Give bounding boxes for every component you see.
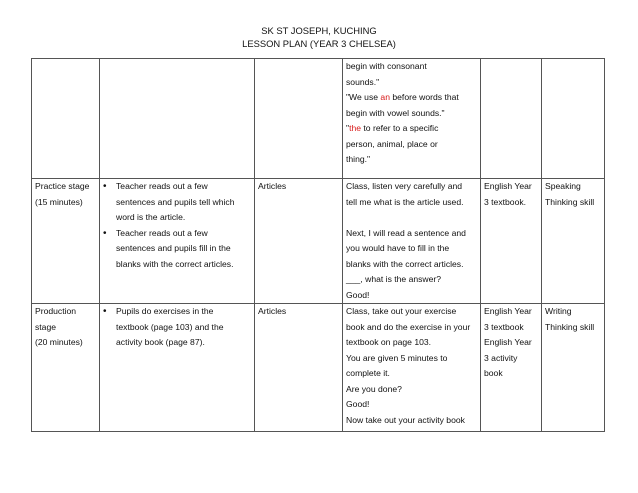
activity-line: textbook on page 103. bbox=[346, 337, 432, 347]
activity-line: blanks with the correct articles. bbox=[346, 258, 464, 269]
step-item: • Teacher reads out a few sentences and pupils tell which word is the article. bbox=[116, 179, 251, 226]
activity-line: Class, take out your exercise bbox=[346, 306, 457, 316]
activities-cell bbox=[343, 59, 481, 179]
article-an: an bbox=[380, 92, 390, 102]
activity-line: Good! bbox=[346, 399, 370, 409]
activity-line: begin with vowel sounds." bbox=[346, 107, 445, 118]
lesson-plan-table bbox=[31, 58, 605, 432]
content-cell: Articles bbox=[255, 304, 343, 432]
steps-cell bbox=[100, 304, 255, 432]
activities-cell bbox=[343, 179, 481, 304]
step-item: • Pupils do exercises in the textbook (page 103) and the activity book (page 87). bbox=[116, 304, 251, 351]
activity-line: Now take out your activity book bbox=[346, 414, 465, 425]
stage-cell bbox=[32, 304, 100, 432]
stage-duration: (15 minutes) bbox=[35, 196, 83, 207]
stage-name: Practice stage bbox=[35, 181, 90, 191]
activity-line: you would have to fill in the bbox=[346, 243, 450, 253]
activity-line: "the to refer to a specific bbox=[346, 123, 439, 133]
activities-cell bbox=[343, 304, 481, 432]
activity-line: Are you done? bbox=[346, 383, 402, 394]
activity-line: sounds." bbox=[346, 76, 380, 87]
stage-cell bbox=[32, 179, 100, 304]
stage-duration: (20 minutes) bbox=[35, 337, 83, 347]
stage-name: stage bbox=[35, 321, 57, 332]
resources-cell: English Year 3 textbook. bbox=[481, 179, 542, 304]
table-row-production bbox=[32, 304, 605, 432]
activity-line: Next, I will read a sentence and bbox=[346, 227, 466, 238]
activity-line: book and do the exercise in your bbox=[346, 321, 471, 332]
content-cell bbox=[255, 59, 343, 179]
steps-cell bbox=[100, 179, 255, 304]
skills-cell: Writing Thinking skill bbox=[542, 304, 605, 432]
activity-line: complete it. bbox=[346, 368, 390, 378]
steps-cell bbox=[100, 59, 255, 179]
resources-cell bbox=[481, 59, 542, 179]
skills-cell: Speaking Thinking skill bbox=[542, 179, 605, 304]
lesson-plan-heading: LESSON PLAN (YEAR 3 CHELSEA) bbox=[242, 38, 396, 49]
step-item: • Teacher reads out a few sentences and pupils fill in the blanks with the correct articles. bbox=[116, 226, 251, 273]
content-cell: Articles bbox=[255, 179, 343, 304]
stage-name: Production bbox=[35, 306, 77, 316]
school-name-heading: SK ST JOSEPH, KUCHING bbox=[261, 25, 377, 36]
activity-line: person, animal, place or bbox=[346, 138, 438, 149]
activity-line: You are given 5 minutes to bbox=[346, 352, 448, 363]
table-row-continued bbox=[32, 59, 605, 179]
table-row-practice bbox=[32, 179, 605, 304]
activity-line: tell me what is the article used. bbox=[346, 196, 464, 207]
activity-line: begin with consonant bbox=[346, 61, 427, 71]
activity-line: Good! bbox=[346, 289, 370, 300]
activity-line: "We use an before words that bbox=[346, 92, 459, 102]
activity-line: Class, listen very carefully and bbox=[346, 181, 463, 191]
resources-cell: English Year 3 textbook English Year 3 activity book bbox=[481, 304, 542, 432]
article-the: the bbox=[349, 123, 362, 133]
stage-cell bbox=[32, 59, 100, 179]
activity-line: thing." bbox=[346, 154, 371, 164]
activity-line: ___, what is the answer? bbox=[346, 274, 442, 284]
skills-cell bbox=[542, 59, 605, 179]
